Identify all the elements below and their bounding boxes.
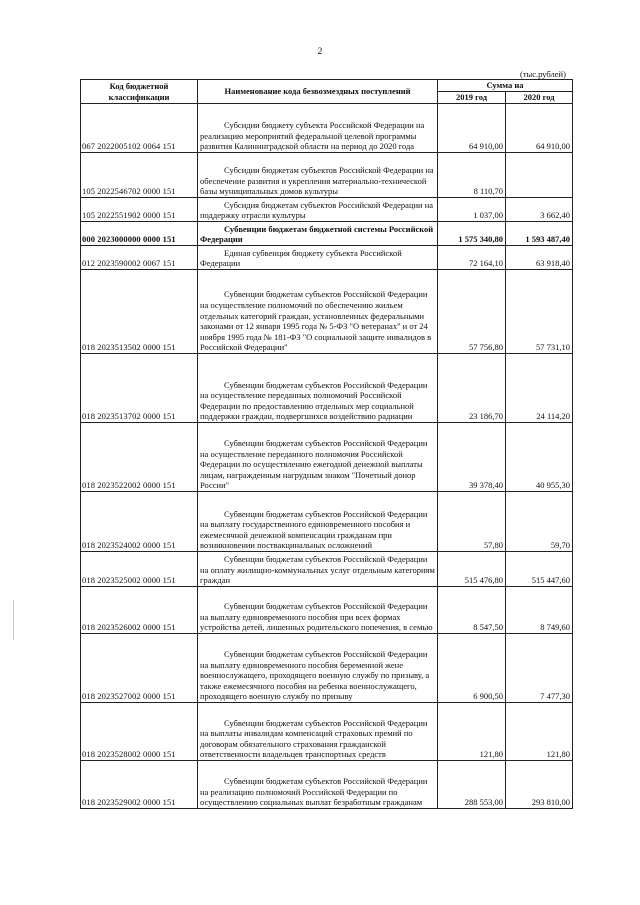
row-value-2020 bbox=[506, 153, 573, 198]
budget-table bbox=[80, 79, 573, 809]
row-name: Субвенции бюджетам субъектов Российской Федерации на выплату единовременного пособия при всех формах устройства детей, лишенных родительского попечения, в семью bbox=[200, 601, 433, 633]
row-code: 018 2023526002 0000 151 bbox=[81, 587, 198, 634]
table-row bbox=[81, 552, 573, 587]
row-value-2020: 64 910,00 bbox=[506, 104, 573, 153]
row-value-2019: 39 378,40 bbox=[438, 423, 506, 492]
row-value-2019: 6 900,50 bbox=[438, 634, 506, 703]
row-value-2019: 8 547,50 bbox=[438, 587, 506, 634]
table-row bbox=[81, 492, 573, 552]
row-value-2020: 40 955,30 bbox=[506, 423, 573, 492]
year-2020-header: 2020 год bbox=[506, 92, 573, 104]
row-value-2020: 515 447,60 bbox=[506, 552, 573, 587]
row-name: Субсидии бюджету субъекта Российской Федерации на реализацию мероприятий федеральной целевой программы развития Калининградской области на период до 2020 года bbox=[200, 120, 425, 152]
row-value-2019: 8 110,70 bbox=[438, 153, 506, 198]
table-row bbox=[81, 634, 573, 703]
row-value-2019: 57 756,80 bbox=[438, 270, 506, 354]
row-code: 018 2023529002 0000 151 bbox=[81, 761, 198, 809]
row-code: 012 2023590002 0067 151 bbox=[81, 246, 198, 270]
row-value-2020: 293 810,00 bbox=[506, 761, 573, 809]
row-value-2019: 64 910,00 bbox=[438, 104, 506, 153]
table-row bbox=[81, 198, 573, 222]
row-name: Субвенции бюджетам бюджетной системы Российской Федерации bbox=[200, 223, 434, 245]
row-code: 018 2023522002 0000 151 bbox=[81, 423, 198, 492]
row-name: Субвенции бюджетам субъектов Российской Федерации на осуществление переданных полномочий Российской Федерации по предоставлению отдельных мер социальной поддержки граждан, подвергшихся воздействию радиации bbox=[200, 379, 428, 422]
table-row bbox=[81, 246, 573, 270]
row-code: 018 2023513702 0000 151 bbox=[81, 354, 198, 423]
row-code: 105 2022546702 0000 151 bbox=[81, 153, 198, 198]
row-code: 018 2023524002 0000 151 bbox=[81, 492, 198, 552]
row-name: Субвенции бюджетам субъектов Российской Федерации на выплату государственного единовременного пособия и ежемесячной денежной компенсации гражданам при возникновении поствакцинальных осложнений bbox=[200, 508, 428, 551]
name-column-header: Наименование кода безвозмездных поступлений bbox=[198, 80, 438, 104]
year-2019-header: 2019 год bbox=[438, 92, 506, 104]
row-value-2019: 288 553,00 bbox=[438, 761, 506, 809]
sum-column-header: Сумма на bbox=[438, 80, 573, 92]
row-value-2019: 1 575 340,80 bbox=[438, 222, 506, 246]
row-code: 018 2023527002 0000 151 bbox=[81, 634, 198, 703]
row-value-2019: 23 186,70 bbox=[438, 354, 506, 423]
row-name: Субвенции бюджетам субъектов Российской Федерации на осуществление переданного полномочия Российской Федерации по осуществлению ежегодной денежной выплаты лицам, награжденным нагрудным знаком "Почетный донор России" bbox=[200, 438, 428, 491]
table-row bbox=[81, 104, 573, 153]
row-value-2020: 63 918,40 bbox=[506, 246, 573, 270]
row-value-2019: 1 037,00 bbox=[438, 198, 506, 222]
row-value-2020: 3 662,40 bbox=[506, 198, 573, 222]
table-row bbox=[81, 761, 573, 809]
code-column-header: Код бюджетной классификации bbox=[81, 80, 198, 104]
row-name: Субвенции бюджетам субъектов Российской Федерации на реализацию полномочий Российской Федерации по осуществлению социальных выплат безработным гражданам bbox=[200, 776, 428, 808]
table-row bbox=[81, 703, 573, 761]
row-value-2019: 515 476,80 bbox=[438, 552, 506, 587]
row-name: Субвенции бюджетам субъектов Российской Федерации на выплаты инвалидам компенсаций страховых премий по договорам обязательного страхования гражданской ответственности владельцев транспортных средств bbox=[200, 717, 428, 760]
row-code: 105 2022551902 0000 151 bbox=[81, 198, 198, 222]
row-code: 018 2023525002 0000 151 bbox=[81, 552, 198, 587]
table-row bbox=[81, 153, 573, 198]
table-row bbox=[81, 423, 573, 492]
row-name: Субсидии бюджетам субъектов Российской Федерации на обеспечение развития и укрепления материально-технической базы муниципальных домов культуры bbox=[200, 165, 434, 197]
row-value-2020: 7 477,30 bbox=[506, 634, 573, 703]
row-value-2020: 121,80 bbox=[506, 703, 573, 761]
row-value-2019: 57,80 bbox=[438, 492, 506, 552]
row-value-2020: 1 593 487,40 bbox=[506, 222, 573, 246]
row-code: 018 2023513502 0000 151 bbox=[81, 270, 198, 354]
row-code: 067 2022005102 0064 151 bbox=[81, 104, 198, 153]
row-code: 018 2023528002 0000 151 bbox=[81, 703, 198, 761]
page-number: 2 bbox=[317, 47, 323, 57]
row-value-2020: 8 749,60 bbox=[506, 587, 573, 634]
scan-margin-mark bbox=[13, 600, 14, 640]
units-label: (тыс.рублей) bbox=[520, 69, 566, 79]
row-name: Единая субвенция бюджету субъекта Российской Федерации bbox=[200, 247, 402, 269]
table-row bbox=[81, 270, 573, 354]
row-value-2019: 121,80 bbox=[438, 703, 506, 761]
row-name: Субвенции бюджетам субъектов Российской Федерации на выплату единовременного пособия беременной жене военнослужащего, проходящего военную службу по призыву, а также ежемесячного пособия на ребенка военнослужащего, проходящего военную службу по призыву bbox=[200, 649, 430, 702]
table-row bbox=[81, 222, 573, 246]
row-value-2020: 57 731,10 bbox=[506, 270, 573, 354]
row-name: Субвенции бюджетам субъектов Российской Федерации на оплату жилищно-коммунальных услуг отдельным категориям граждан bbox=[200, 554, 435, 586]
row-name: Субвенции бюджетам субъектов Российской Федерации на осуществление полномочий по обеспечению жильем отдельных категорий граждан, установленных федеральными законами от 12 января 1995 года № 5-ФЗ "О ветеранах" и от 24 ноября 1995 года № 181-ФЗ "О социальной защите инвалидов в Российской Федерации" bbox=[200, 289, 432, 353]
table-row bbox=[81, 354, 573, 423]
table-row bbox=[81, 587, 573, 634]
row-value-2020: 24 114,20 bbox=[506, 354, 573, 423]
row-code: 000 2023000000 0000 151 bbox=[81, 222, 198, 246]
row-value-2019: 72 164,10 bbox=[438, 246, 506, 270]
row-name: Субсидия бюджетам субъектов Российской Федерации на поддержку отрасли культуры bbox=[200, 199, 434, 221]
row-value-2020: 59,70 bbox=[506, 492, 573, 552]
